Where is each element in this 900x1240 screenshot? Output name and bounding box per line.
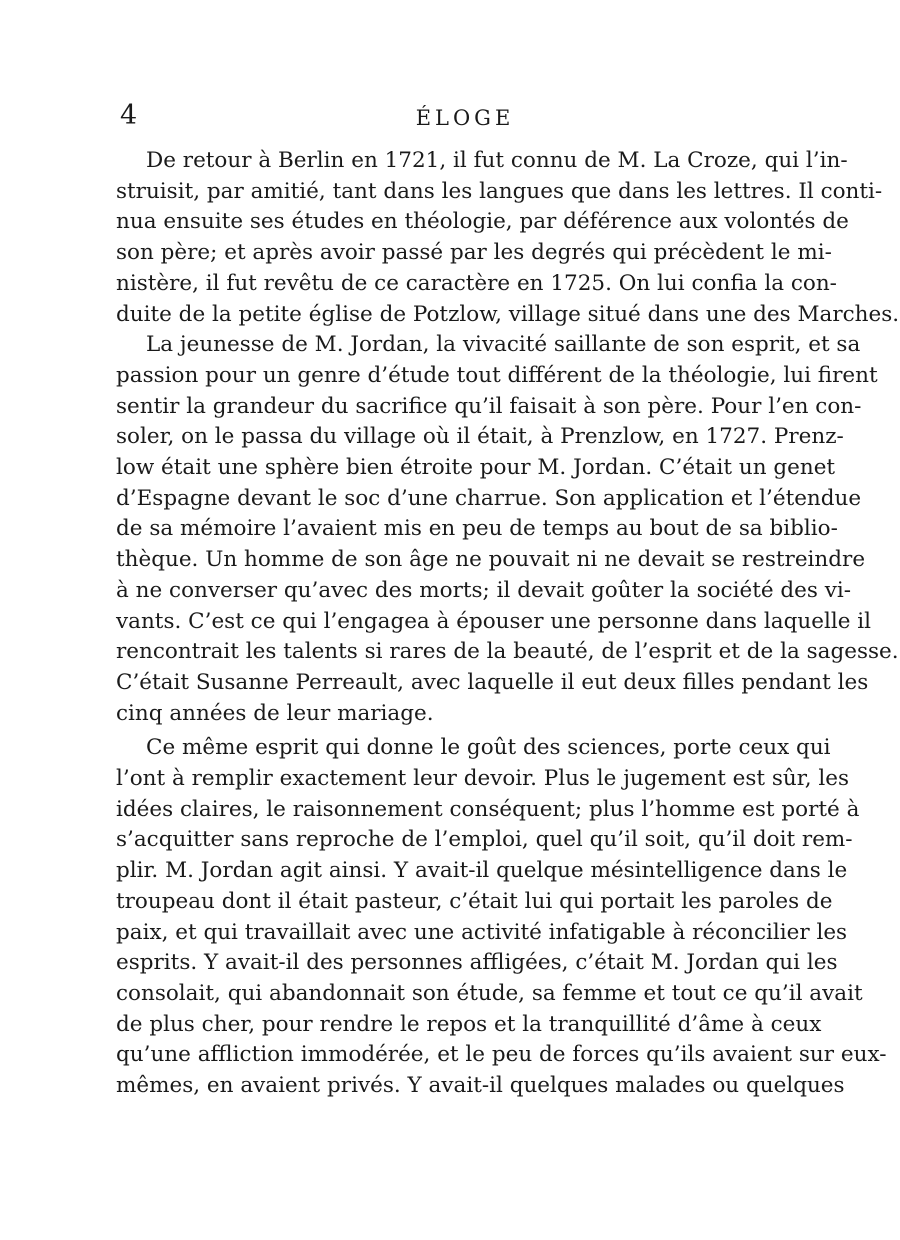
- text-line: low était une sphère bien étroite pour M. Jordan. C’était un genet: [116, 455, 836, 481]
- text-line: à ne converser qu’avec des morts; il devait goûter la société des vi-: [116, 577, 852, 603]
- text-line: d’Espagne devant le soc d’une charrue. Son application et l’étendue: [116, 485, 862, 511]
- text-line: C’était Susanne Perreault, avec laquelle il eut deux filles pendant les: [116, 669, 869, 695]
- text-line: de plus cher, pour rendre le repos et la tranquillité d’âme à ceux: [116, 1011, 822, 1037]
- text-line: thèque. Un homme de son âge ne pouvait ni ne devait se restreindre: [116, 547, 866, 573]
- body-text: [116, 146, 900, 1102]
- text-line: vants. C’est ce qui l’engagea à épouser une personne dans laquelle il: [116, 608, 872, 634]
- text-line: plir. M. Jordan agit ainsi. Y avait-il quelque mésintelligence dans le: [116, 858, 848, 884]
- text-line: duite de la petite église de Potzlow, village situé dans une des Marches.: [116, 301, 900, 327]
- text-line: struisit, par amitié, tant dans les langues que dans les lettres. Il conti-: [116, 178, 883, 204]
- text-line: l’ont à remplir exactement leur devoir. Plus le jugement est sûr, les: [116, 766, 849, 792]
- text-line: esprits. Y avait-il des personnes affligées, c’était M. Jordan qui les: [116, 950, 838, 976]
- text-line: s’acquitter sans reproche de l’emploi, quel qu’il soit, qu’il doit rem-: [116, 827, 853, 853]
- page-number: 4: [120, 100, 138, 131]
- text-line: Ce même esprit qui donne le goût des sciences, porte ceux qui: [146, 735, 831, 761]
- text-line: consolait, qui abandonnait son étude, sa femme et tout ce qu’il avait: [116, 980, 863, 1006]
- text-line: sentir la grandeur du sacrifice qu’il faisait à son père. Pour l’en con-: [116, 393, 862, 419]
- text-line: passion pour un genre d’étude tout différent de la théologie, lui firent: [116, 362, 878, 388]
- text-line: nistère, il fut revêtu de ce caractère en 1725. On lui confia la con-: [116, 270, 837, 296]
- text-line: mêmes, en avaient privés. Y avait-il quelques malades ou quelques: [116, 1073, 845, 1099]
- text-line: soler, on le passa du village où il était, à Prenzlow, en 1727. Prenz-: [116, 424, 844, 450]
- running-title: ÉLOGE: [415, 106, 515, 130]
- text-line: son père; et après avoir passé par les degrés qui précèdent le mi-: [116, 240, 832, 266]
- text-line: nua ensuite ses études en théologie, par déférence aux volontés de: [116, 209, 849, 235]
- text-line: idées claires, le raisonnement conséquent; plus l’homme est porté à: [116, 796, 860, 822]
- text-line: paix, et qui travaillait avec une activité infatigable à réconcilier les: [116, 919, 848, 945]
- text-line: cinq années de leur mariage.: [116, 700, 434, 726]
- text-line: rencontrait les talents si rares de la beauté, de l’esprit et de la sagesse.: [116, 639, 899, 665]
- text-line: qu’une affliction immodérée, et le peu de forces qu’ils avaient sur eux-: [116, 1042, 887, 1068]
- text-line: de sa mémoire l’avaient mis en peu de temps au bout de sa biblio-: [116, 516, 838, 542]
- text-line: De retour à Berlin en 1721, il fut connu de M. La Croze, qui l’in-: [146, 148, 848, 173]
- text-line: troupeau dont il était pasteur, c’était lui qui portait les paroles de: [116, 888, 833, 914]
- text-line: La jeunesse de M. Jordan, la vivacité saillante de son esprit, et sa: [146, 332, 861, 358]
